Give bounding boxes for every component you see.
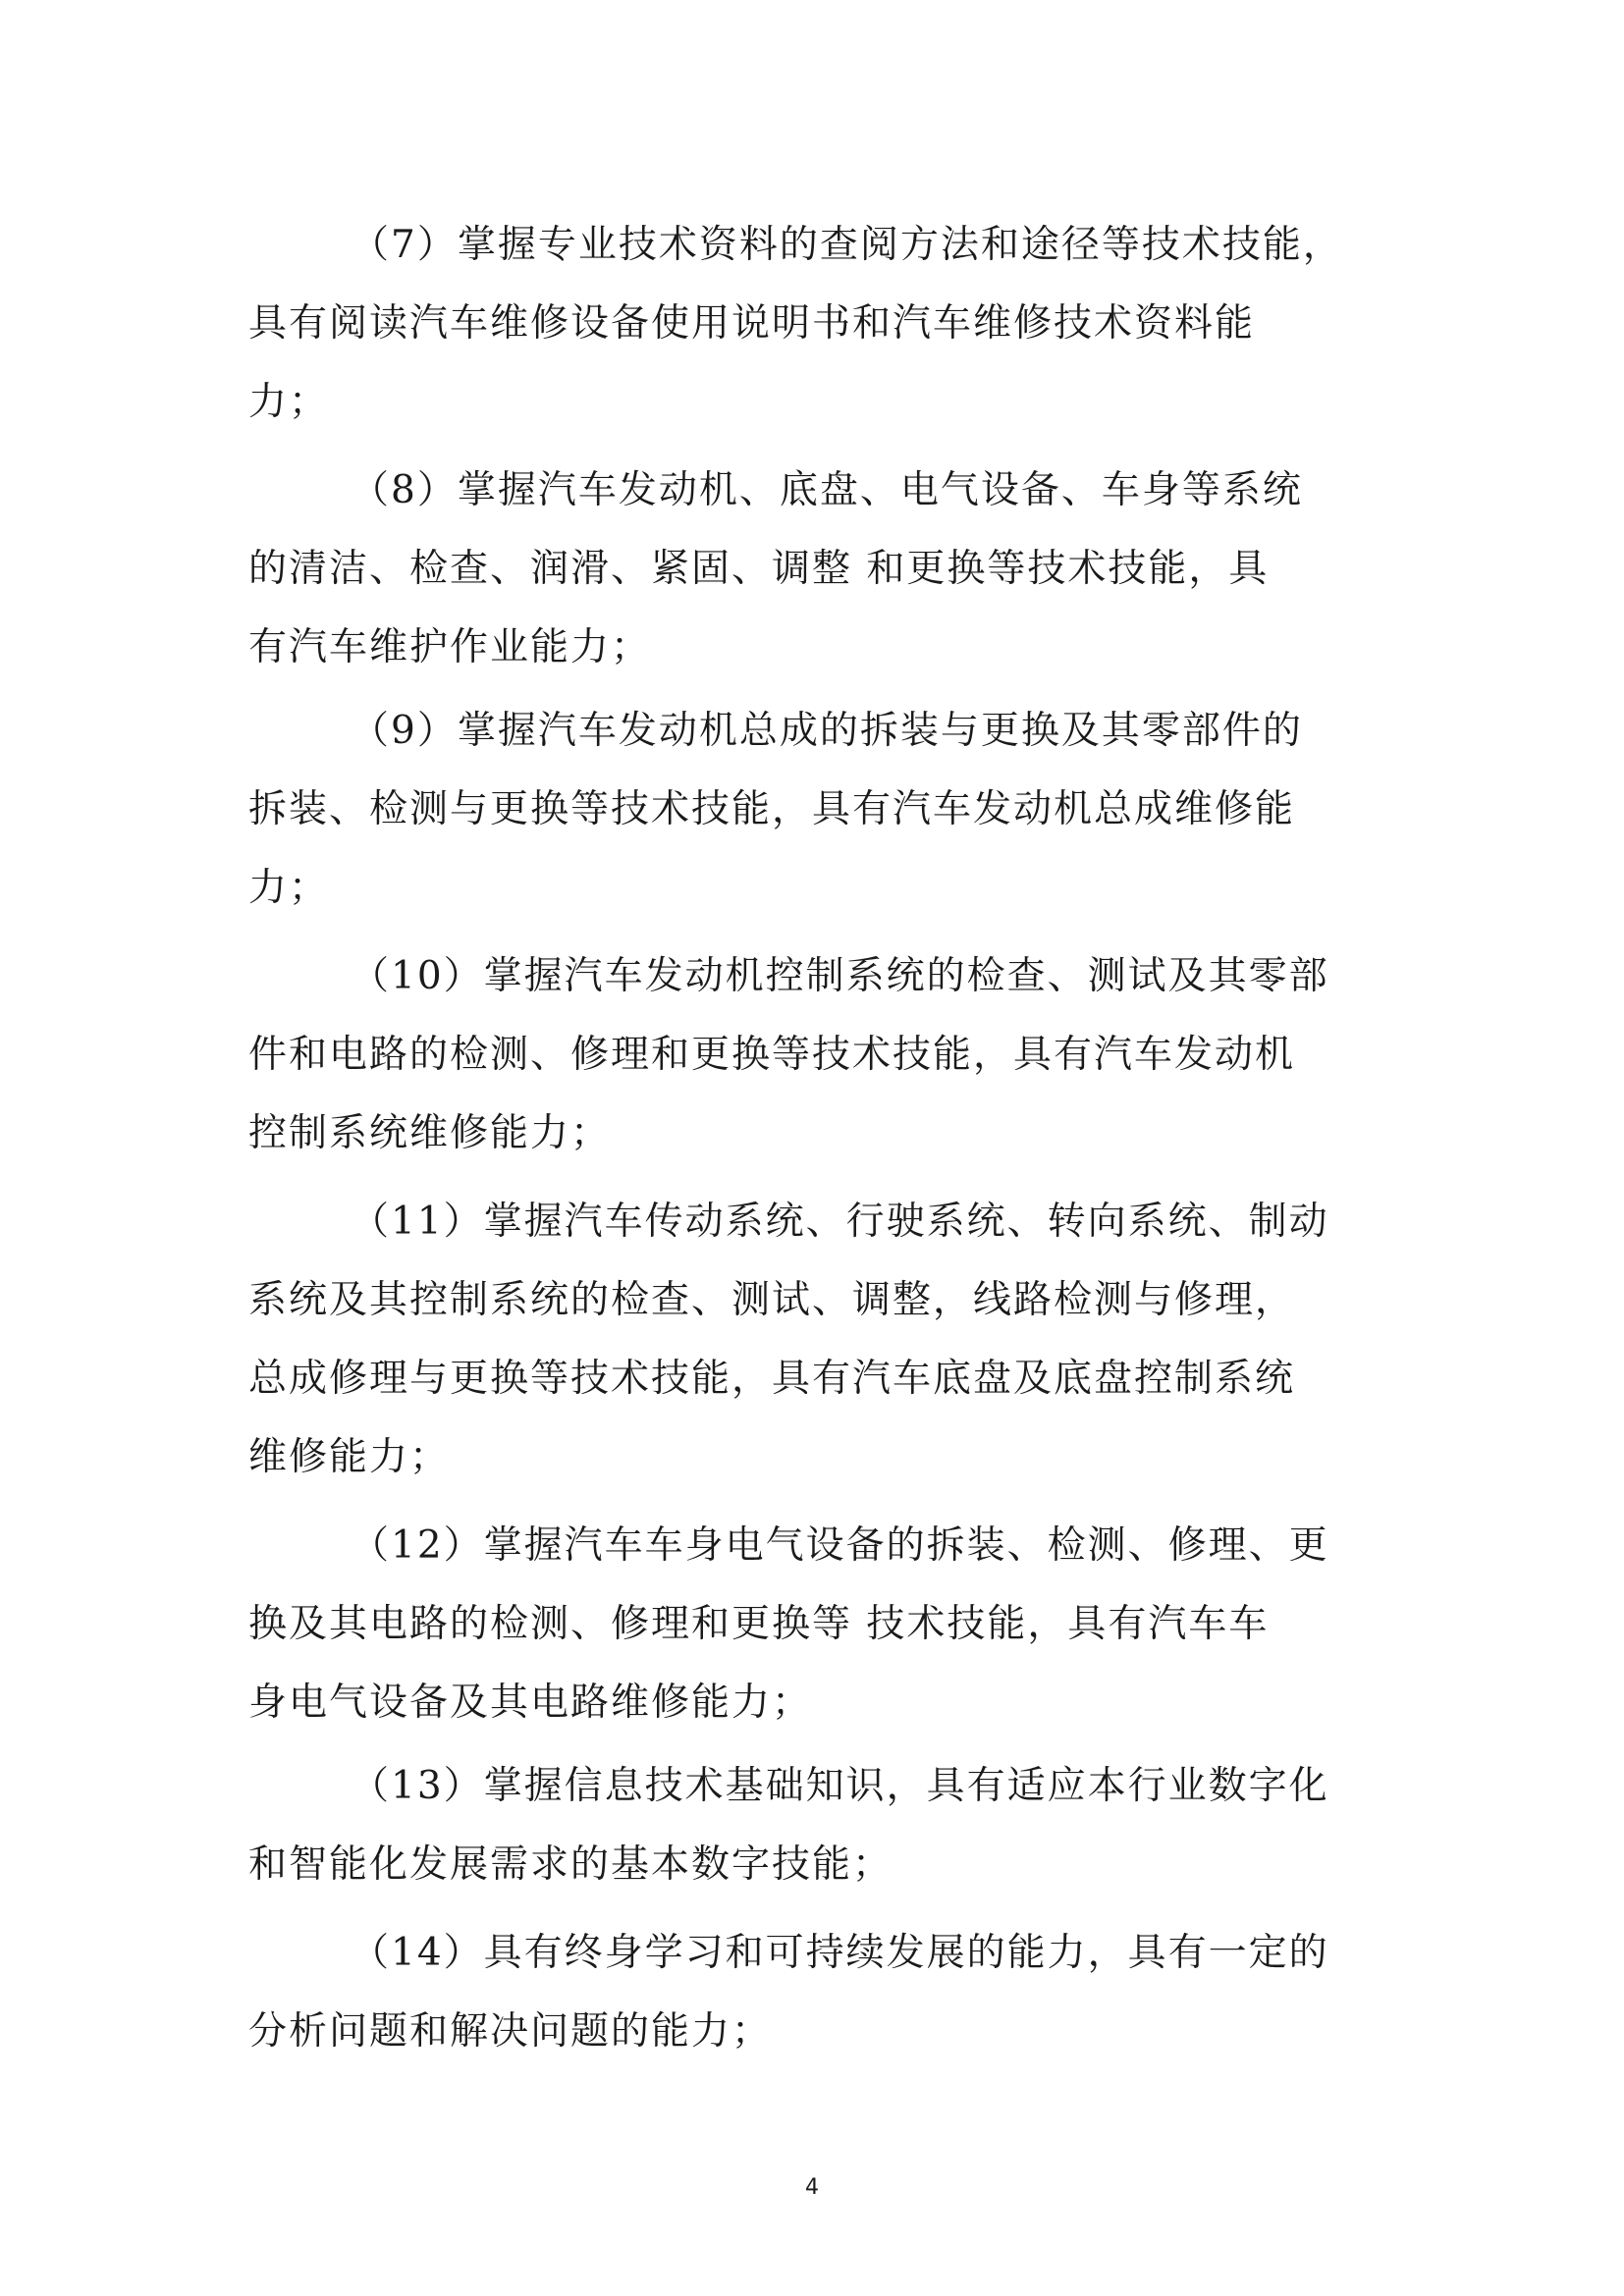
paragraph-line: 件和电路的检测、修理和更换等技术技能，具有汽车发动机 (248, 1033, 1296, 1077)
paragraph-line: 和智能化发展需求的基本数字技能； (248, 1842, 893, 1887)
paragraph-line: 拆装、检测与更换等技术技能，具有汽车发动机总成维修能 (248, 787, 1296, 831)
paragraph-line: 控制系统维修能力； (248, 1111, 612, 1155)
paragraph-line: （12）掌握汽车车身电气设备的拆装、检测、修理、更 (351, 1523, 1329, 1568)
paragraph-line: （14）具有终身学习和可持续发展的能力，具有一定的 (351, 1931, 1329, 1975)
paragraph-line: 的清洁、检查、润滑、紧固、调整 和更换等技术技能，具 (248, 547, 1270, 591)
paragraph-line: 具有阅读汽车维修设备使用说明书和汽车维修技术资料能 (248, 301, 1256, 346)
paragraph-line: 力； (248, 866, 330, 910)
paragraph-line: （9）掌握汽车发动机总成的拆装与更换及其零部件的 (351, 709, 1303, 753)
paragraph-line: （8）掌握汽车发动机、底盘、电气设备、车身等系统 (351, 468, 1303, 512)
paragraph-line: 维修能力； (248, 1435, 451, 1479)
page-number: 4 (805, 2175, 819, 2200)
paragraph-line: （11）掌握汽车传动系统、行驶系统、转向系统、制动 (351, 1200, 1329, 1244)
paragraph-line: 身电气设备及其电路维修能力； (248, 1681, 813, 1725)
paragraph-line: 力； (248, 380, 330, 424)
paragraph-line: 总成修理与更换等技术技能，具有汽车底盘及底盘控制系统 (248, 1357, 1296, 1401)
paragraph-line: （13）掌握信息技术基础知识，具有适应本行业数字化 (351, 1764, 1329, 1808)
paragraph-line: （10）掌握汽车发动机控制系统的检查、测试及其零部 (351, 954, 1329, 998)
paragraph-line: （7）掌握专业技术资料的查阅方法和途径等技术技能， (351, 223, 1343, 267)
paragraph-line: 系统及其控制系统的检查、测试、调整，线路检测与修理， (248, 1278, 1296, 1322)
paragraph-line: 换及其电路的检测、修理和更换等 技术技能，具有汽车车 (248, 1602, 1270, 1646)
paragraph-line: 分析问题和解决问题的能力； (248, 2009, 773, 2054)
paragraph-line: 有汽车维护作业能力； (248, 625, 652, 669)
